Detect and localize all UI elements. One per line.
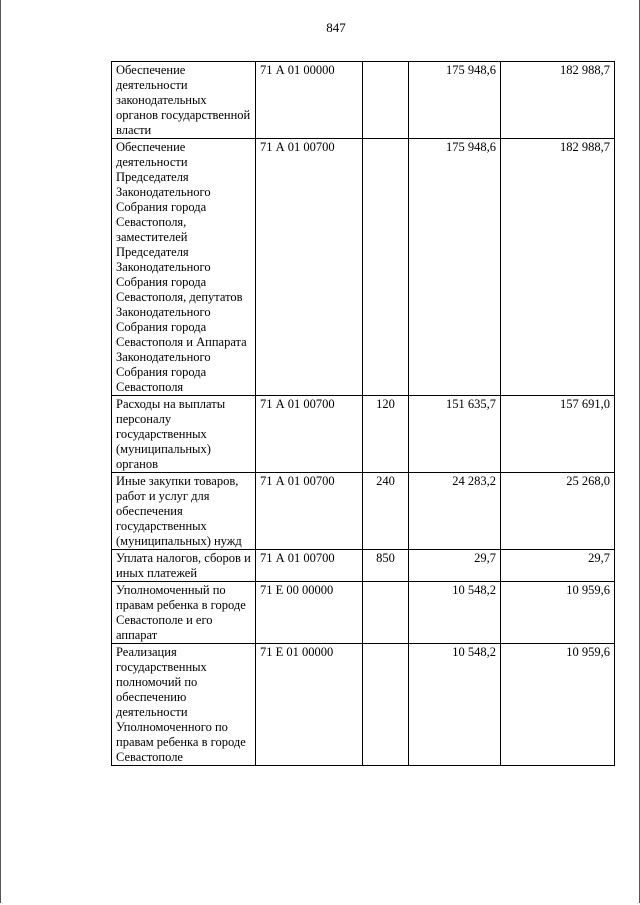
row-amount-year1-cell: 10 548,2 — [409, 644, 501, 766]
row-amount-year1-cell: 175 948,6 — [409, 62, 501, 139]
table-row — [112, 62, 615, 139]
row-expense-type-cell: 850 — [363, 550, 409, 582]
row-code-cell: 71 А 01 00700 — [256, 396, 363, 473]
table-row — [112, 396, 615, 473]
row-expense-type-cell: 120 — [363, 396, 409, 473]
row-expense-type-cell — [363, 139, 409, 396]
row-amount-year2-cell: 29,7 — [501, 550, 615, 582]
row-name-cell: Уплата налогов, сборов и иных платежей — [112, 550, 256, 582]
row-name-cell: Обеспечение деятельности Председателя Законодательного Собрания города Севастополя, заместителей Председателя Законодательного Собрания города Севастополя, депутатов Законодательного Собрания города Севастополя и Аппарата Законодательного Собрания города Севастополя — [112, 139, 256, 396]
row-code-cell: 71 Е 01 00000 — [256, 644, 363, 766]
row-amount-year1-cell: 24 283,2 — [409, 473, 501, 550]
row-expense-type-cell: 240 — [363, 473, 409, 550]
row-amount-year2-cell: 157 691,0 — [501, 396, 615, 473]
page-number: 847 — [326, 20, 346, 35]
row-amount-year1-cell: 10 548,2 — [409, 582, 501, 644]
row-amount-year2-cell: 10 959,6 — [501, 582, 615, 644]
row-amount-year2-cell: 182 988,7 — [501, 62, 615, 139]
table-row — [112, 139, 615, 396]
row-amount-year1-cell: 175 948,6 — [409, 139, 501, 396]
row-name-cell: Реализация государственных полномочий по обеспечению деятельности Уполномоченного по правам ребенка в городе Севастополе — [112, 644, 256, 766]
row-amount-year1-cell: 151 635,7 — [409, 396, 501, 473]
table-row — [112, 582, 615, 644]
table-row — [112, 473, 615, 550]
row-expense-type-cell — [363, 62, 409, 139]
row-code-cell: 71 А 01 00700 — [256, 139, 363, 396]
row-code-cell: 71 Е 00 00000 — [256, 582, 363, 644]
row-amount-year1-cell: 29,7 — [409, 550, 501, 582]
row-name-cell: Иные закупки товаров, работ и услуг для обеспечения государственных (муниципальных) нужд — [112, 473, 256, 550]
row-amount-year2-cell: 182 988,7 — [501, 139, 615, 396]
row-amount-year2-cell: 25 268,0 — [501, 473, 615, 550]
table-row — [112, 644, 615, 766]
table-row — [112, 550, 615, 582]
row-code-cell: 71 А 01 00700 — [256, 473, 363, 550]
row-code-cell: 71 А 01 00700 — [256, 550, 363, 582]
budget-table — [111, 61, 615, 766]
row-code-cell: 71 А 01 00000 — [256, 62, 363, 139]
row-name-cell: Обеспечение деятельности законодательных органов государственной власти — [112, 62, 256, 139]
row-expense-type-cell — [363, 644, 409, 766]
row-name-cell: Расходы на выплаты персоналу государственных (муниципальных) органов — [112, 396, 256, 473]
row-expense-type-cell — [363, 582, 409, 644]
row-amount-year2-cell: 10 959,6 — [501, 644, 615, 766]
row-name-cell: Уполномоченный по правам ребенка в городе Севастополе и его аппарат — [112, 582, 256, 644]
